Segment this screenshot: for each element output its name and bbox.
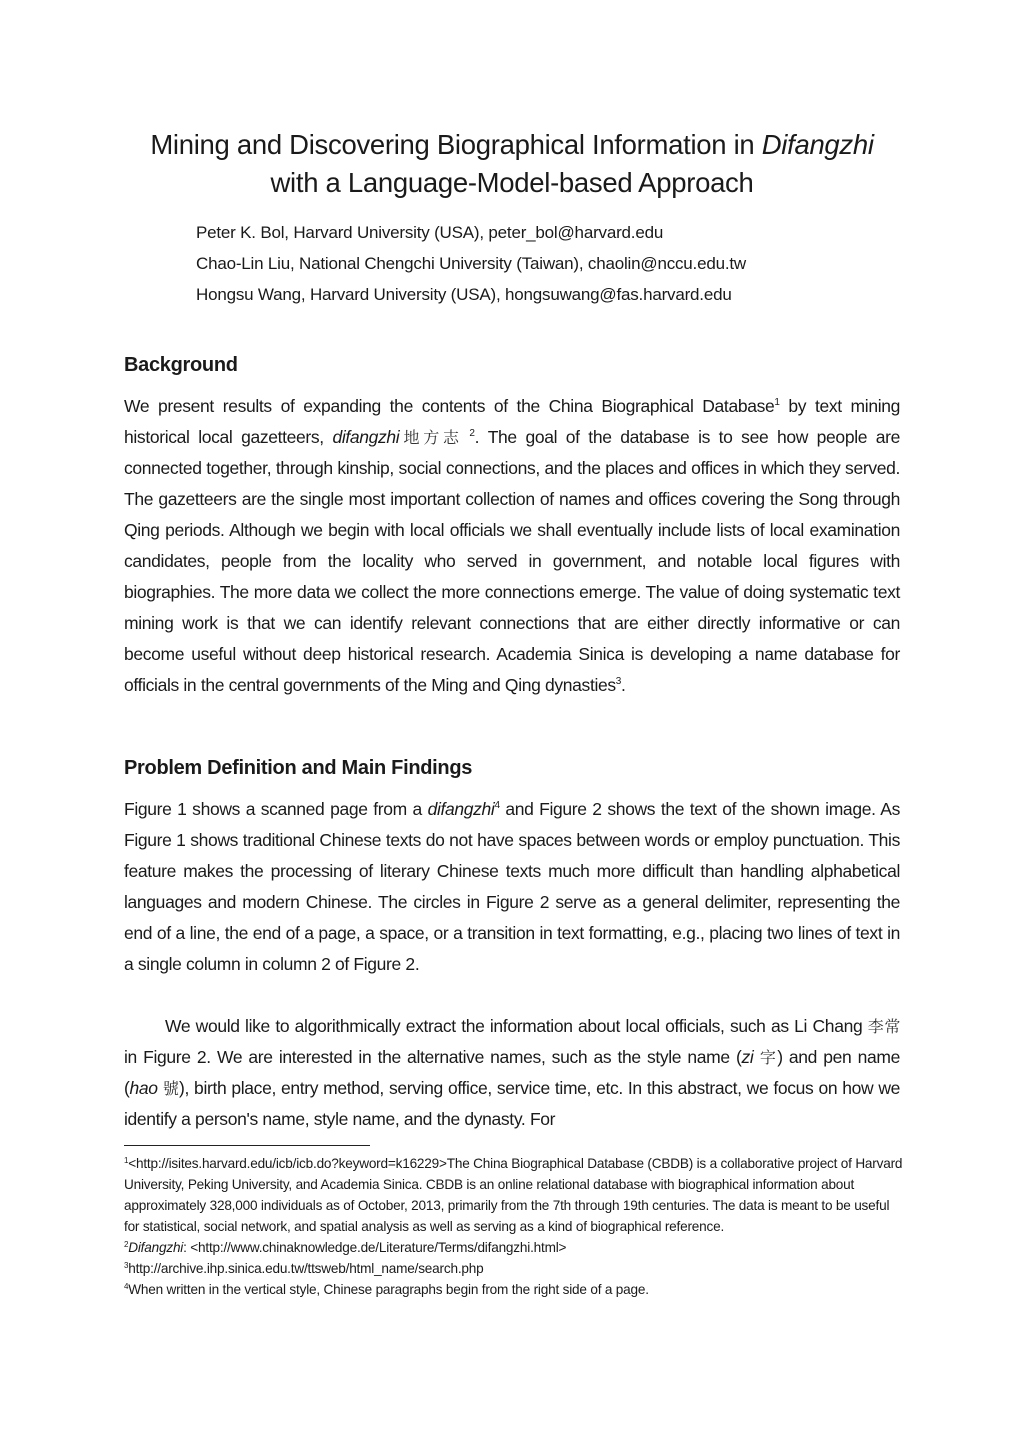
text: Figure 1 shows a scanned page from a (124, 799, 428, 819)
chinese-term: 字 (753, 1048, 778, 1067)
footnote-text: When written in the vertical style, Chinese paragraphs begin from the right side of a page. (128, 1282, 649, 1297)
section-heading-background: Background (124, 354, 238, 376)
text: We present results of expanding the contents of the China Biographical Database (124, 396, 775, 416)
text: in Figure 2. We are interested in the alternative names, such as the style name ( (124, 1047, 742, 1067)
footnote-ref-3[interactable]: 3 (615, 676, 622, 687)
footnote-text: : <http://www.chinaknowledge.de/Literature/Terms/difangzhi.html> (183, 1240, 567, 1255)
footnote-ref-1[interactable]: 1 (774, 397, 780, 408)
footnotes (124, 1153, 904, 1300)
text: ) and pen name ( (124, 1047, 900, 1098)
chinese-term: 地方志 (399, 428, 463, 447)
italic-term: difangzhi (427, 799, 495, 819)
section-heading-problem: Problem Definition and Main Findings (124, 757, 473, 779)
problem-paragraph-2 (124, 1011, 900, 1135)
chinese-term: 李常 (867, 1017, 900, 1036)
text: . The goal of the database is to see how people are connected together, through kinship, social connections, and the places and offices in which they served. The gazetteers are the single most important collection of names and offices covering the Song through Qing periods. Although we begin with local officials we shall eventually include lists of local examination candidates, people from the locality who served in government, and notable local figures with biographies. The more data we collect the more connections emerge. The value of doing systematic text mining work is that we can identify relevant connections that are either directly informative or can become useful without deep historical research. Academia Sinica is developing a name database for officials in the central governments of the Ming and Qing dynasties (124, 427, 900, 695)
footnote-number: 1 (124, 1156, 129, 1165)
text: . (621, 675, 626, 695)
footnote-link[interactable]: http://archive.ihp.sinica.edu.tw/ttsweb/html_name/search.php (128, 1261, 484, 1276)
paper-title (100, 126, 924, 202)
background-paragraph (124, 391, 900, 701)
author-list (196, 217, 746, 310)
title-text: Mining and Discovering Biographical Information in (150, 129, 762, 160)
author-line: Chao-Lin Liu, National Chengchi University (Taiwan), chaolin@nccu.edu.tw (196, 254, 746, 273)
footnote-3 (124, 1258, 904, 1279)
text: ), birth place, entry method, serving office, service time, etc. In this abstract, we focus on how we identify a person's name, style name, and the dynasty. For (124, 1078, 900, 1129)
text: and Figure 2 shows the text of the shown image. As Figure 1 shows traditional Chinese texts do not have spaces between words or employ punctuation. This feature makes the processing of literary Chinese texts much more difficult than handling alphabetical languages and modern Chinese. The circles in Figure 2 serve as a general delimiter, representing the end of a line, the end of a page, a space, or a transition in text formatting, e.g., placing two lines of text in a single column in column 2 of Figure 2. (124, 799, 901, 974)
footnote-number: 4 (124, 1282, 129, 1291)
italic-term: difangzhi (332, 427, 400, 447)
text: We would like to algorithmically extract the information about local officials, such as Li Chang (165, 1016, 868, 1036)
italic-term: hao (129, 1078, 158, 1098)
author-line: Peter K. Bol, Harvard University (USA), peter_bol@harvard.edu (196, 223, 664, 242)
footnote-text: <http://isites.harvard.edu/icb/icb.do?keyword=k16229>The China Biographical Database (CBDB) is a collaborative project of Harvard University, Peking University, and Academia Sinica. CBDB is an online relational database with biographical information about approximately 328,000 individuals as of October, 2013, primarily from the 7th through 19th centuries. The data is meant to be useful for statistical, social network, and spatial analysis as well as serving as a kind of biographical reference. (124, 1156, 903, 1234)
title-italic-term: Difangzhi (761, 129, 874, 160)
title-line-2: with a Language-Model-based Approach (270, 167, 754, 198)
footnote-ref-2[interactable]: 2 (462, 428, 475, 439)
text: by text mining historical local gazetteers, (124, 396, 901, 447)
footnote-ref-4[interactable]: 4 (494, 800, 500, 811)
footnote-divider (124, 1145, 370, 1146)
chinese-term: 號 (157, 1079, 180, 1098)
author-line: Hongsu Wang, Harvard University (USA), hongsuwang@fas.harvard.edu (196, 285, 732, 304)
italic-term: Difangzhi (128, 1240, 184, 1255)
footnote-2 (124, 1237, 904, 1258)
italic-term: zi (741, 1047, 754, 1067)
title-line-1 (100, 126, 924, 164)
footnote-1 (124, 1153, 904, 1237)
footnote-4 (124, 1279, 904, 1300)
footnote-number: 3 (124, 1261, 129, 1270)
footnote-number: 2 (124, 1240, 129, 1249)
problem-paragraph-1 (124, 794, 900, 980)
